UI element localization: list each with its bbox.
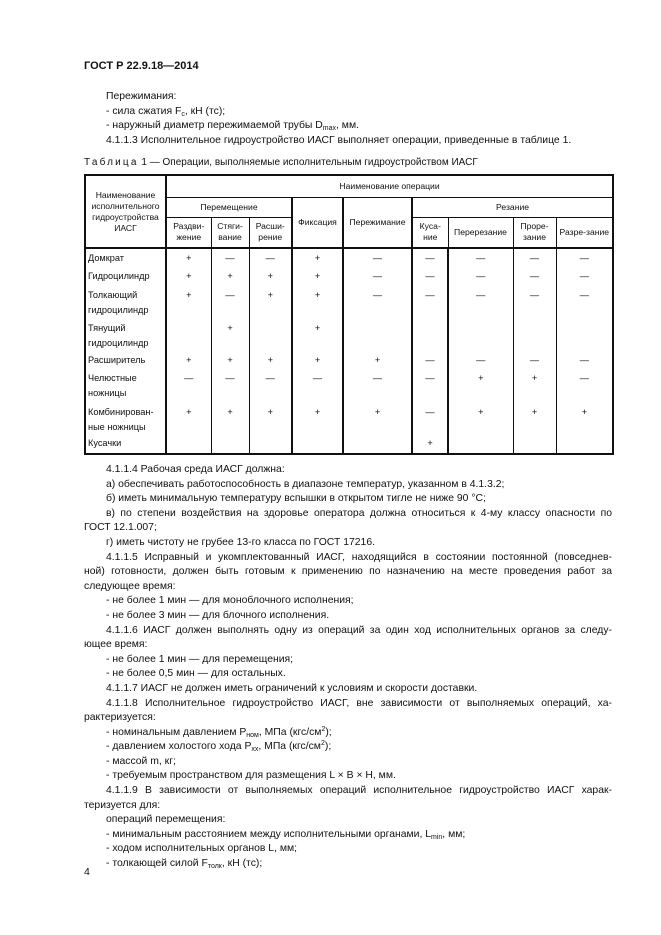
text-run: - сила сжатия F bbox=[106, 105, 182, 117]
text-line bbox=[84, 119, 612, 134]
text-run: 4.1.1.8 Исполнительное гидроустройство ИАСГ, вне зависимости от выполняемых операций, ха- bbox=[106, 697, 612, 709]
subscript: max bbox=[322, 125, 337, 133]
operation-cell bbox=[292, 434, 343, 454]
operation-cell: — bbox=[556, 369, 613, 403]
text-line bbox=[84, 784, 612, 799]
subcolumn-header: Перерезание bbox=[448, 217, 513, 248]
subcolumn-header: Стяги-вание bbox=[211, 217, 249, 248]
text-line bbox=[84, 536, 612, 551]
superscript: 2 bbox=[320, 740, 325, 748]
text-line bbox=[84, 740, 612, 755]
text-line bbox=[84, 90, 612, 105]
operation-cell bbox=[166, 434, 211, 454]
operation-header: Наименование операции bbox=[166, 175, 613, 197]
text-run: , МПа (кгс/см bbox=[258, 741, 321, 753]
text-line bbox=[84, 711, 612, 726]
operation-cell: — bbox=[166, 369, 211, 403]
operation-cell: — bbox=[513, 267, 556, 286]
operation-cell: — bbox=[448, 267, 513, 286]
superscript: 2 bbox=[321, 725, 326, 733]
text-line bbox=[84, 726, 612, 741]
text-run: б) иметь минимальную температуру вспышки в открытом тигле не ниже 90 °С; bbox=[106, 493, 486, 505]
operations-table bbox=[84, 174, 614, 455]
text-line bbox=[84, 813, 612, 828]
text-line bbox=[84, 492, 612, 507]
text-run: - не более 3 мин — для блочного исполнения. bbox=[106, 609, 330, 621]
operation-cell: — bbox=[343, 286, 412, 319]
text-run: а) обеспечивать работоспособность в диапазоне температур, указанном в 4.1.3.2; bbox=[106, 478, 505, 490]
operation-cell: — bbox=[412, 267, 448, 286]
operation-cell: + bbox=[292, 267, 343, 286]
operation-cell: — bbox=[556, 248, 613, 267]
operation-cell bbox=[448, 319, 513, 351]
operation-cell: — bbox=[513, 248, 556, 267]
operation-cell: — bbox=[412, 351, 448, 369]
operation-cell: + bbox=[166, 267, 211, 286]
text-run: - давлением холостого хода P bbox=[106, 741, 252, 753]
text-line bbox=[84, 697, 612, 712]
group-header-cut: Резание bbox=[412, 197, 613, 217]
operation-cell bbox=[513, 434, 556, 454]
device-name: Кусачки bbox=[85, 434, 166, 454]
device-name: Расширитель bbox=[85, 351, 166, 369]
operation-cell: — bbox=[343, 267, 412, 286]
operation-cell: — bbox=[412, 369, 448, 403]
operation-cell: + bbox=[448, 369, 513, 403]
operation-cell: — bbox=[556, 286, 613, 319]
operation-cell bbox=[166, 319, 211, 351]
text-line bbox=[84, 828, 612, 843]
text-run: , мм; bbox=[442, 828, 466, 840]
operation-cell bbox=[412, 319, 448, 351]
body-text bbox=[84, 463, 612, 872]
operation-cell: + bbox=[249, 403, 292, 434]
device-name: Толкающий гидроцилиндр bbox=[85, 286, 166, 319]
operation-cell: — bbox=[556, 351, 613, 369]
table-row bbox=[85, 403, 613, 434]
operation-cell: + bbox=[343, 403, 412, 434]
text-run: - не более 1 мин — для моноблочного исполнения; bbox=[106, 595, 354, 607]
table-caption bbox=[84, 157, 478, 168]
text-line bbox=[84, 857, 612, 872]
operation-cell: — bbox=[448, 351, 513, 369]
table-row bbox=[85, 351, 613, 369]
table-row bbox=[85, 248, 613, 267]
text-line bbox=[84, 565, 612, 580]
text-line bbox=[84, 507, 612, 522]
operation-cell: + bbox=[448, 403, 513, 434]
text-line bbox=[84, 478, 612, 493]
text-line bbox=[84, 609, 612, 624]
column-header-fix: Фиксация bbox=[292, 197, 343, 248]
text-run: - не более 0,5 мин — для остальных. bbox=[106, 668, 286, 680]
operation-cell: + bbox=[211, 267, 249, 286]
subcolumn-header: Раздви-жение bbox=[166, 217, 211, 248]
subscript: толк bbox=[207, 863, 222, 871]
operation-cell: — bbox=[249, 248, 292, 267]
operation-cell: — bbox=[249, 369, 292, 403]
text-run: ющее время: bbox=[84, 639, 148, 651]
device-name: Домкрат bbox=[85, 248, 166, 267]
operation-cell: + bbox=[166, 248, 211, 267]
operation-cell: — bbox=[292, 369, 343, 403]
operation-cell: + bbox=[292, 351, 343, 369]
operation-cell: + bbox=[412, 434, 448, 454]
text-run: 4.1.1.9 В зависимости от выполняемых операций исполнительное гидроустройство ИАСГ харак- bbox=[106, 785, 612, 797]
operation-cell: + bbox=[166, 286, 211, 319]
operation-cell: — bbox=[211, 369, 249, 403]
text-run: 4.1.1.4 Рабочая среда ИАСГ должна: bbox=[106, 464, 285, 475]
text-line bbox=[84, 521, 612, 536]
text-line bbox=[84, 463, 612, 478]
subscript: хх bbox=[251, 746, 259, 754]
text-run: операций перемещения: bbox=[106, 814, 226, 826]
device-name: Челюстные ножницы bbox=[85, 369, 166, 403]
text-line bbox=[84, 799, 612, 814]
table-row bbox=[85, 369, 613, 403]
operation-cell: + bbox=[166, 403, 211, 434]
operation-cell bbox=[249, 319, 292, 351]
operation-cell: + bbox=[166, 351, 211, 369]
operation-cell bbox=[556, 434, 613, 454]
text-run: - минимальным расстоянием между исполнительными органами, L bbox=[106, 828, 432, 840]
operation-cell: — bbox=[211, 248, 249, 267]
text-run: г) иметь чистоту не грубее 13-го класса по ГОСТ 17216. bbox=[106, 536, 375, 548]
operation-cell: — bbox=[412, 403, 448, 434]
text-run: 4.1.1.5 Исправный и укомплектованный ИАСГ, находящийся в состоянии постоянной (повседнев- bbox=[106, 551, 612, 563]
group-header-move: Перемещение bbox=[166, 197, 292, 217]
text-line bbox=[84, 134, 612, 149]
text-line bbox=[84, 755, 612, 770]
text-run: - массой m, кг; bbox=[106, 755, 176, 767]
operation-cell bbox=[211, 434, 249, 454]
text-run: , мм. bbox=[336, 120, 359, 132]
operation-cell: — bbox=[343, 248, 412, 267]
text-line bbox=[84, 580, 612, 595]
text-run: ); bbox=[324, 741, 332, 753]
text-run: - требуемым пространством для размещения L × B × H, мм. bbox=[106, 770, 396, 782]
text-line bbox=[84, 653, 612, 668]
table-row bbox=[85, 434, 613, 454]
device-name: Комбинирован-ные ножницы bbox=[85, 403, 166, 434]
operation-cell: + bbox=[556, 403, 613, 434]
operation-cell: + bbox=[292, 248, 343, 267]
text-run: 4.1.1.7 ИАСГ не должен иметь ограничений к условиям и скорости доставки. bbox=[106, 682, 478, 694]
operation-cell: — bbox=[513, 286, 556, 319]
operation-cell bbox=[513, 319, 556, 351]
text-run: - наружный диаметр пережимаемой трубы D bbox=[106, 120, 323, 132]
text-run: Пережимания: bbox=[106, 91, 177, 102]
text-run: 4.1.1.3 Исполнительное гидроустройство ИАСГ выполняет операции, приведенные в таблице 1. bbox=[106, 134, 572, 146]
operation-cell: + bbox=[211, 403, 249, 434]
operation-cell: — bbox=[412, 248, 448, 267]
intro-text bbox=[84, 90, 612, 148]
table-row bbox=[85, 267, 613, 286]
text-run: в) по степени воздействия на здоровье оператора должна относиться к 4-му классу опасности по bbox=[106, 507, 612, 519]
device-name: Гидроцилиндр bbox=[85, 267, 166, 286]
operation-cell: + bbox=[249, 267, 292, 286]
device-name: Тянущий гидроцилиндр bbox=[85, 319, 166, 351]
text-run: 4.1.1.6 ИАСГ должен выполнять одну из операций за один ход исполнительных органов за следу- bbox=[106, 624, 612, 636]
text-line bbox=[84, 105, 612, 120]
operation-cell: + bbox=[211, 319, 249, 351]
text-run: теризуется для: bbox=[84, 799, 161, 811]
subcolumn-header: Расши-рение bbox=[249, 217, 292, 248]
operation-cell: + bbox=[211, 351, 249, 369]
text-run: рактеризуется: bbox=[84, 712, 156, 724]
operation-cell bbox=[343, 319, 412, 351]
operation-cell: — bbox=[412, 286, 448, 319]
text-run: , кН (тс); bbox=[221, 858, 263, 870]
operation-cell bbox=[249, 434, 292, 454]
device-column-header: Наименование исполнительного гидроустройства ИАСГ bbox=[85, 175, 166, 248]
subcolumn-header: Куса-ние bbox=[412, 217, 448, 248]
page-number: 4 bbox=[84, 866, 90, 878]
table-caption-title: 1 — Операции, выполняемые исполнительным гидроустройством ИАСГ bbox=[138, 157, 478, 168]
text-line bbox=[84, 682, 612, 697]
operation-cell: + bbox=[292, 403, 343, 434]
text-run: ); bbox=[325, 726, 332, 738]
text-run: следующее время: bbox=[84, 580, 176, 592]
text-line bbox=[84, 842, 612, 857]
text-run: ГОСТ 12.1.007; bbox=[84, 522, 157, 534]
subscript: ном bbox=[246, 731, 259, 739]
text-run: - не более 1 мин — для перемещения; bbox=[106, 653, 294, 665]
text-line bbox=[84, 769, 612, 784]
operation-cell: — bbox=[448, 286, 513, 319]
subcolumn-header: Разре-зание bbox=[556, 217, 613, 248]
operation-cell bbox=[343, 434, 412, 454]
operation-cell: — bbox=[556, 267, 613, 286]
operation-cell: — bbox=[448, 248, 513, 267]
operation-cell: — bbox=[513, 351, 556, 369]
operation-cell: — bbox=[211, 286, 249, 319]
subcolumn-header: Проре-зание bbox=[513, 217, 556, 248]
text-run: - номинальным давлением P bbox=[106, 726, 247, 738]
subscript: c bbox=[181, 110, 185, 118]
text-run: - ходом исполнительных органов L, мм; bbox=[106, 843, 298, 855]
text-run: - толкающей силой F bbox=[106, 858, 208, 870]
column-header-pinch: Пережимание bbox=[343, 197, 412, 248]
text-line bbox=[84, 667, 612, 682]
operation-cell: + bbox=[292, 286, 343, 319]
operation-cell: + bbox=[249, 351, 292, 369]
operation-cell: + bbox=[249, 286, 292, 319]
operation-cell: — bbox=[343, 369, 412, 403]
text-line bbox=[84, 624, 612, 639]
text-run: , кН (тс); bbox=[184, 105, 226, 117]
text-run: ной) готовности, должен быть готовым к применению по назначению на месте проведения работ за bbox=[84, 566, 612, 578]
table-row bbox=[85, 286, 613, 319]
operation-cell bbox=[448, 434, 513, 454]
document-code: ГОСТ Р 22.9.18—2014 bbox=[84, 60, 199, 72]
text-line bbox=[84, 551, 612, 566]
subscript: min bbox=[431, 833, 443, 841]
table-caption-label: Таблица bbox=[84, 157, 139, 168]
operation-cell: + bbox=[513, 403, 556, 434]
operation-cell bbox=[556, 319, 613, 351]
operation-cell: + bbox=[343, 351, 412, 369]
text-line bbox=[84, 594, 612, 609]
operation-cell: + bbox=[513, 369, 556, 403]
text-line bbox=[84, 638, 612, 653]
operation-cell: + bbox=[292, 319, 343, 351]
table-row bbox=[85, 319, 613, 351]
text-run: , МПа (кгс/см bbox=[258, 726, 322, 738]
